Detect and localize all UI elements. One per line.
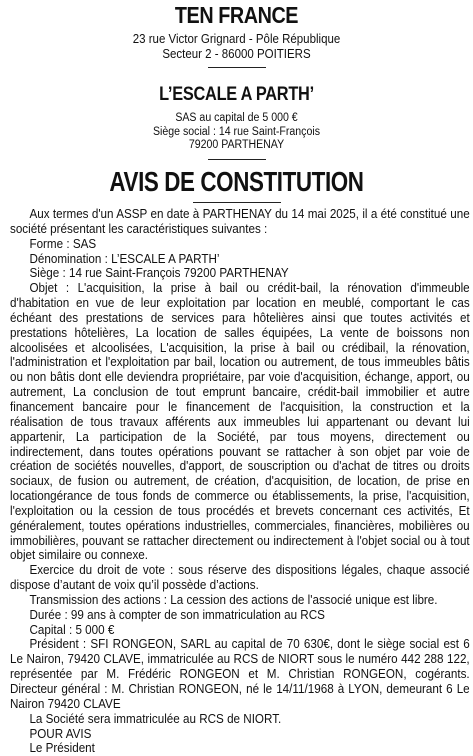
company-address-line2: Secteur 2 - 86000 POITIERS [162, 46, 311, 61]
entity-capital: SAS au capital de 5 000 € [175, 112, 298, 124]
entity-name: L’ESCALE A PARTH’ [159, 84, 314, 105]
entity-block [0, 84, 473, 160]
entity-seat-line1: Siège social : 14 rue Saint-François [152, 125, 321, 138]
entity-seat-line2: 79200 PARTHENAY [188, 139, 285, 151]
notice-paragraph: La Société sera immatriculée au RCS de NIORT. [29, 710, 282, 726]
notice-paragraph: POUR AVIS [29, 725, 92, 741]
notice-paragraph: Transmission des actions : La cession des actions de l'associé unique est libre. [29, 591, 438, 607]
notice-paragraph: Le Président [29, 740, 95, 756]
company-name: TEN FRANCE [174, 2, 299, 28]
notice-paragraph: Objet : L'acquisition, la prise à bail ou crédit-bail, la rénovation d'immeuble d'habitation en vue de leur exploitation par location en meublé, comportant le cas échéant des prestations de services para hôtelières ainsi que toutes activités et prestations hôtelières, La location de salles équipées, La vente de boissons non alcoolisées et alcoolisées, L'acquisition, la prise à bail ou crédibail, la rénovation, l'administration et l'exploitation par bail, location ou autrement, de tous immeubles bâtis ou non bâtis dont elle deviendra propriétaire, par voie d'acquisition, échange, apport, ou autrement, La conclusion de tout emprunt bancaire, crédit-bail immobilier et autre financement bancaire pour le financement de l'acquisition, la construction et la réalisation de tous travaux afférents aux immeubles lui appartenant ou devant lui appartenir, La participation de la Société, par tous moyens, directement ou indirectement, dans toutes opérations pouvant se rattacher à son objet par voie de création de sociétés nouvelles, d'apport, de souscription ou d'achat de titres ou droits sociaux, de fusion ou autrement, de création, d'acquisition, de location, de prise en locationgérance de tous fonds de commerce ou établissements, la prise, l'acquisition, l'exploitation ou la cession de tous procédés et brevets concernant ces activités, Et généralement, toutes opérations industrielles, commerciales, financières, mobilières ou immobilières, pouvant se rattacher directement ou indirectement à l'objet social ou à tout objet similaire ou connexe. [10, 280, 470, 563]
notice-paragraph: Capital : 5 000 € [29, 621, 115, 637]
notice-paragraph: Dénomination : L’ESCALE A PARTH’ [29, 250, 220, 266]
company-address-line1: 23 rue Victor Grignard - Pôle République [132, 32, 341, 46]
notice-paragraph: Président : SFI RONGEON, SARL au capital de 70 630€, dont le siège social est 6 Le Nairon, 79420 CLAVE, immatriculée au RCS de NIORT sous le numéro 442 288 122, représentée par M. Frédéric RONGEON et M. Christian RONGEON, cogérants. Directeur général : M. Christian RONGEON, né le 14/11/1968 à LYON, demeurant 6 Le Nairon 79420 CLAVE [10, 636, 470, 711]
header-divider [208, 67, 266, 68]
notice-title: AVIS DE CONSTITUTION [109, 166, 364, 197]
header-block [0, 2, 473, 68]
title-block [0, 167, 473, 203]
notice-paragraph: Forme : SAS [29, 235, 97, 251]
notice-paragraph: Siège : 14 rue Saint-François 79200 PARTHENAY [29, 265, 289, 281]
notice-paragraph: Exercice du droit de vote : sous réserve des dispositions légales, chaque associé dispose d’autant de voix qu’il possède d’actions. [10, 562, 470, 593]
entity-divider [208, 159, 266, 160]
notice-paragraph: Aux termes d'un ASSP en date à PARTHENAY du 14 mai 2025, il a été constitué une société présentant les caractéristiques suivantes : [10, 206, 470, 236]
notice-paragraph: Durée : 99 ans à compter de son immatriculation au RCS [29, 606, 325, 622]
notice-body [10, 207, 470, 756]
title-divider [193, 202, 281, 203]
